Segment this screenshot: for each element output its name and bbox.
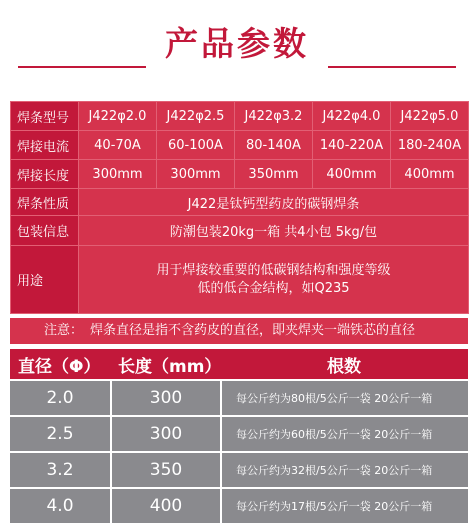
count-cell: 每公斤约为17根/5公斤一袋 20公斤一箱 (220, 489, 468, 523)
spec-cell: J422φ4.0 (313, 102, 391, 131)
spec-row-length (11, 160, 469, 189)
usage-value (79, 246, 469, 314)
title-divider-left (18, 66, 146, 68)
spec-cell: 40-70A (79, 131, 157, 160)
header-count: 根数 (220, 349, 468, 379)
dimension-header-row (10, 349, 468, 379)
spec-row-material (11, 189, 469, 216)
diameter-cell: 2.0 (10, 381, 110, 415)
spec-cell: 300mm (79, 160, 157, 189)
usage-line-2: 低的低合金结构，如Q235 (197, 280, 350, 296)
length-cell: 400 (110, 489, 220, 523)
title-divider-right (328, 66, 456, 68)
material-value: J422是钛钙型药皮的碳钢焊条 (79, 189, 469, 216)
spec-cell: 350mm (235, 160, 313, 189)
table-row (10, 417, 468, 451)
table-row (10, 381, 468, 415)
spec-cell: J422φ2.5 (157, 102, 235, 131)
count-cell: 每公斤约为60根/5公斤一袋 20公斤一箱 (220, 417, 468, 451)
dimension-table (10, 347, 468, 525)
diameter-cell: 2.5 (10, 417, 110, 451)
page-title: 产品参数 (165, 24, 309, 63)
header-length: 长度（mm） (110, 349, 220, 379)
note-text: 焊条直径是指不含药皮的直径，即夹焊夹一端铁芯的直径 (90, 323, 416, 338)
count-cell: 每公斤约为32根/5公斤一袋 20公斤一箱 (220, 453, 468, 487)
spec-row-label: 包装信息 (11, 216, 79, 246)
spec-cell: J422φ3.2 (235, 102, 313, 131)
spec-table (10, 101, 469, 314)
count-cell: 每公斤约为80根/5公斤一袋 20公斤一箱 (220, 381, 468, 415)
spec-row-current (11, 131, 469, 160)
note-bar (10, 318, 468, 344)
length-cell: 300 (110, 381, 220, 415)
packing-value: 防潮包装20kg一箱 共4小包 5kg/包 (79, 216, 469, 246)
spec-cell: 180-240A (391, 131, 469, 160)
spec-cell: 140-220A (313, 131, 391, 160)
spec-row-label: 焊条性质 (11, 189, 79, 216)
spec-row-packing (11, 216, 469, 246)
spec-cell: 400mm (391, 160, 469, 189)
diameter-cell: 3.2 (10, 453, 110, 487)
spec-row-model (11, 102, 469, 131)
spec-row-label: 焊接电流 (11, 131, 79, 160)
spec-cell: J422φ2.0 (79, 102, 157, 131)
spec-row-usage (11, 246, 469, 314)
usage-line-1: 用于焊接较重要的低碳钢结构和强度等级 (156, 262, 391, 278)
spec-cell: 300mm (157, 160, 235, 189)
note-label: 注意： (44, 323, 84, 338)
spec-row-label: 焊接长度 (11, 160, 79, 189)
spec-cell: 400mm (313, 160, 391, 189)
table-row (10, 489, 468, 523)
spec-cell: 60-100A (157, 131, 235, 160)
diameter-cell: 4.0 (10, 489, 110, 523)
spec-cell: J422φ5.0 (391, 102, 469, 131)
header-diameter: 直径（Φ） (10, 349, 110, 379)
spec-cell: 80-140A (235, 131, 313, 160)
length-cell: 350 (110, 453, 220, 487)
table-row (10, 453, 468, 487)
spec-row-label: 用途 (11, 246, 79, 314)
spec-row-label: 焊条型号 (11, 102, 79, 131)
length-cell: 300 (110, 417, 220, 451)
